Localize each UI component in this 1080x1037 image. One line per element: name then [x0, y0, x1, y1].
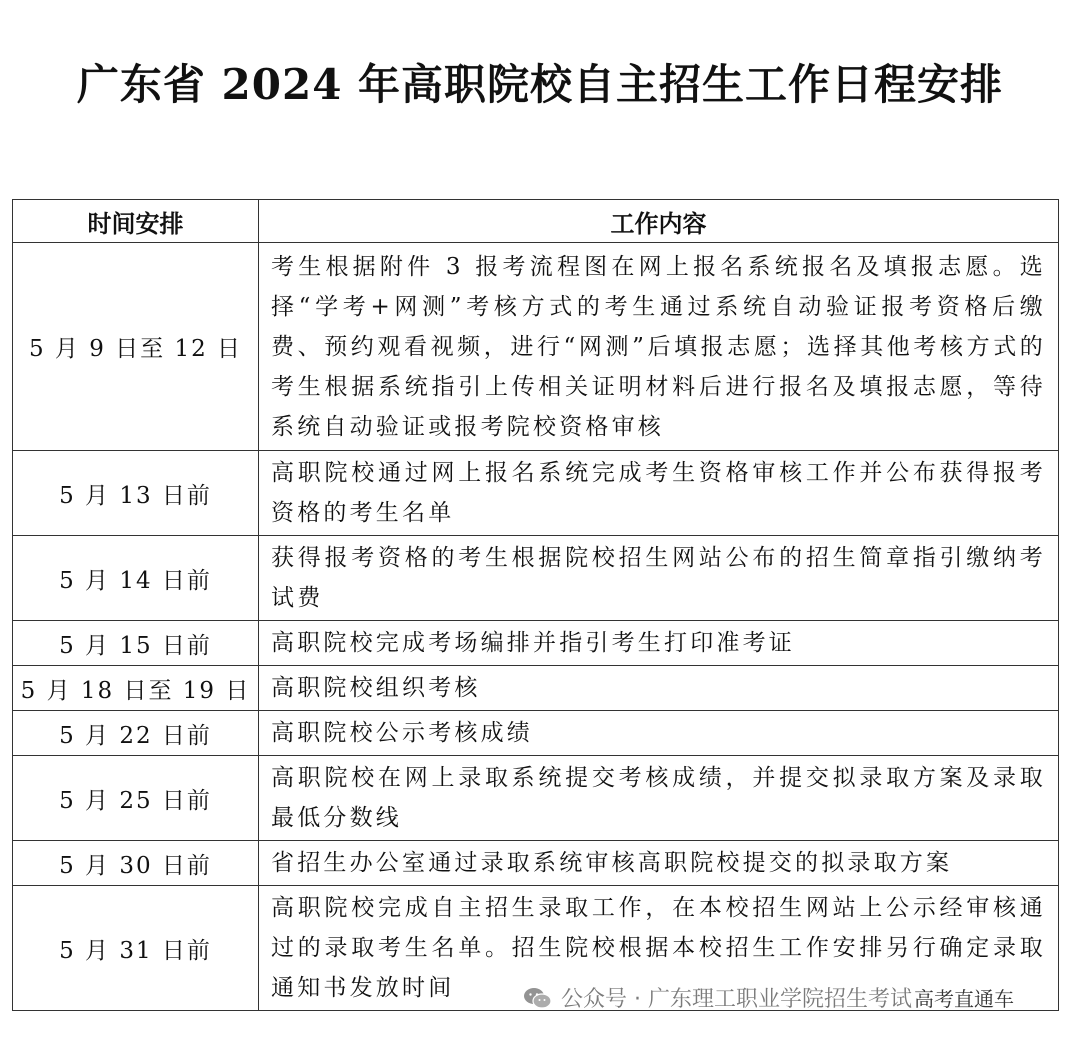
content-cell: 高职院校公示考核成绩	[259, 711, 1059, 756]
table-row	[13, 621, 1059, 666]
content-cell: 获得报考资格的考生根据院校招生网站公布的招生简章指引缴纳考试费	[259, 536, 1059, 621]
time-cell: 5 月 18 日至 19 日	[13, 666, 259, 711]
watermark-text: 公众号 · 广东理工职业学院招生考试	[561, 987, 912, 1012]
wechat-icon	[523, 986, 553, 1010]
table-row	[13, 536, 1059, 621]
time-cell: 5 月 25 日前	[13, 756, 259, 841]
table-row	[13, 841, 1059, 886]
header-content: 工作内容	[259, 200, 1059, 243]
watermark-tail: 高考直通车	[913, 987, 1014, 1011]
content-cell: 高职院校完成考场编排并指引考生打印准考证	[259, 621, 1059, 666]
time-cell: 5 月 22 日前	[13, 711, 259, 756]
content-cell: 高职院校完成自主招生录取工作，在本校招生网站上公示经审核通过的录取考生名单。招生院校根据本校招生工作安排另行确定录取通知书发放时间	[259, 886, 1059, 1011]
time-cell: 5 月 13 日前	[13, 451, 259, 536]
table-header-row	[13, 200, 1059, 243]
time-cell: 5 月 31 日前	[13, 886, 259, 1011]
time-cell: 5 月 30 日前	[13, 841, 259, 886]
content-cell: 高职院校在网上录取系统提交考核成绩，并提交拟录取方案及录取最低分数线	[259, 756, 1059, 841]
content-cell: 高职院校通过网上报名系统完成考生资格审核工作并公布获得报考资格的考生名单	[259, 451, 1059, 536]
content-cell: 省招生办公室通过录取系统审核高职院校提交的拟录取方案	[259, 841, 1059, 886]
table-row	[13, 756, 1059, 841]
time-cell: 5 月 15 日前	[13, 621, 259, 666]
table-row	[13, 666, 1059, 711]
time-cell: 5 月 9 日至 12 日	[13, 243, 259, 451]
page-title: 广东省 2024 年高职院校自主招生工作日程安排	[76, 60, 1004, 109]
schedule-table	[12, 199, 1059, 1011]
content-cell: 考生根据附件 3 报考流程图在网上报名系统报名及填报志愿。选择“学考+网测”考核方式的考生通过系统自动验证报考资格后缴费、预约观看视频，进行“网测”后填报志愿；选择其他考核方式的考生根据系统指引上传相关证明材料后进行报名及填报志愿，等待系统自动验证或报考院校资格审核	[259, 243, 1059, 451]
header-time: 时间安排	[13, 200, 259, 243]
table-row	[13, 451, 1059, 536]
time-cell: 5 月 14 日前	[13, 536, 259, 621]
table-row	[13, 711, 1059, 756]
table-row	[13, 243, 1059, 451]
watermark	[523, 982, 1014, 1013]
content-cell: 高职院校组织考核	[259, 666, 1059, 711]
